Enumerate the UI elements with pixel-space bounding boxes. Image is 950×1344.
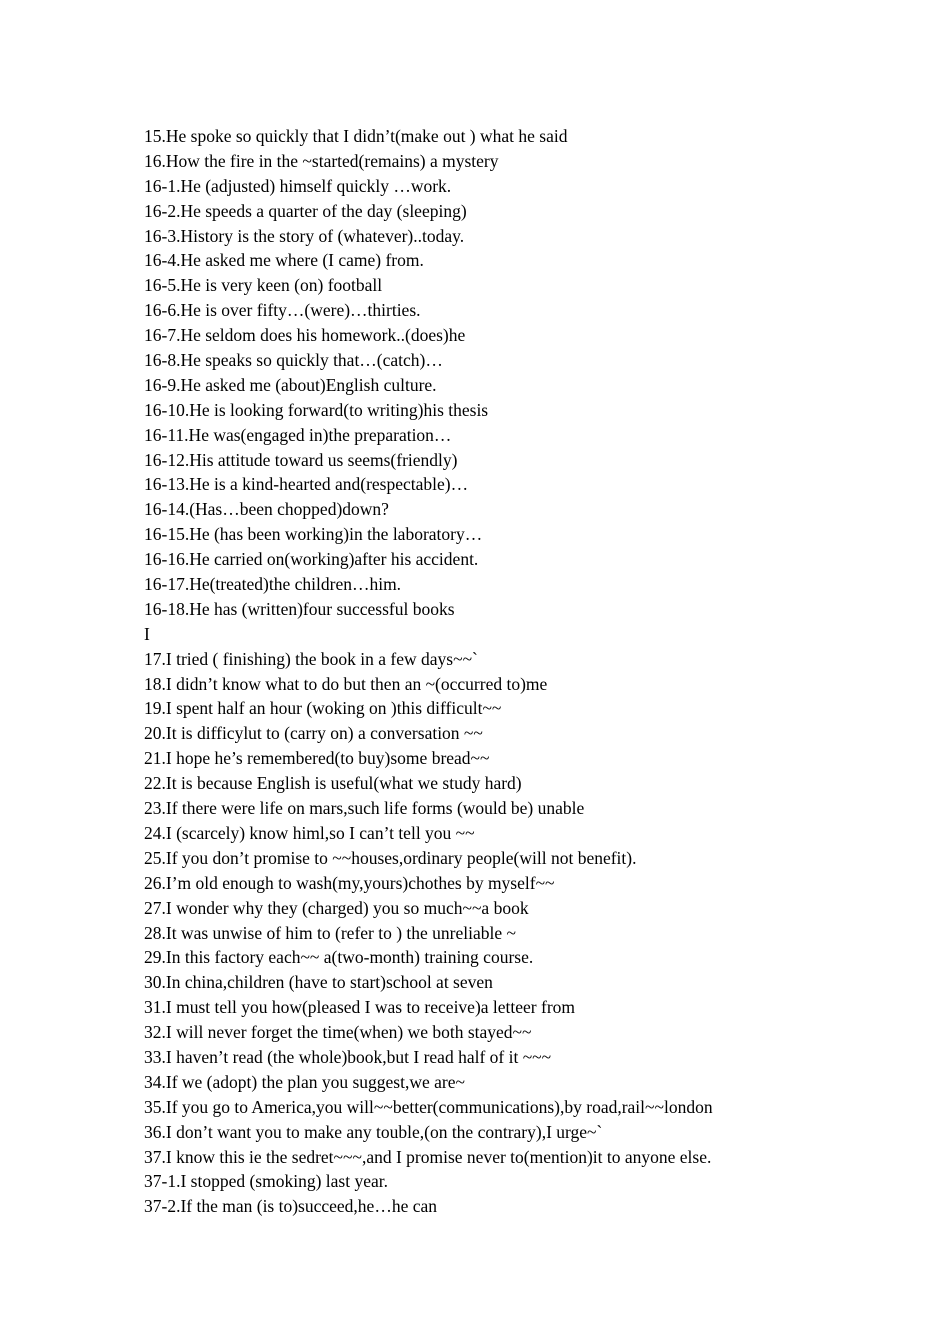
text-line: 21.I hope he’s remembered(to buy)some bread~~ (144, 748, 490, 769)
text-line: 22.It is because English is useful(what we study hard) (144, 773, 522, 794)
text-line: 16-2.He speeds a quarter of the day (sleeping) (144, 200, 467, 221)
text-line: 16-6.He is over fifty…(were)…thirties. (144, 300, 421, 321)
text-line: 23.If there were life on mars,such life forms (would be) unable (144, 798, 585, 819)
text-line: 16-10.He is looking forward(to writing)his thesis (144, 399, 489, 420)
text-line: 16-14.(Has…been chopped)down? (144, 499, 389, 520)
document-body (144, 124, 924, 1219)
text-line: 16-18.He has (written)four successful books (144, 598, 455, 619)
text-line: 34.If we (adopt) the plan you suggest,we are~ (144, 1071, 465, 1092)
text-line: 29.In this factory each~~ a(two-month) training course. (144, 947, 534, 968)
text-line: 16-9.He asked me (about)English culture. (144, 374, 437, 395)
text-line: 16-3.History is the story of (whatever)..today. (144, 225, 465, 246)
text-line: 24.I (scarcely) know himl,so I can’t tell you ~~ (144, 822, 475, 843)
text-line: 16-11.He was(engaged in)the preparation… (144, 424, 452, 445)
text-line: 37.I know this ie the sedret~~~,and I promise never to(mention)it to anyone else. (144, 1146, 712, 1167)
text-line: 37-1.I stopped (smoking) last year. (144, 1171, 388, 1192)
text-line: 17.I tried ( finishing) the book in a few days~~` (144, 648, 478, 669)
text-line: 28.It was unwise of him to (refer to ) the unreliable ~ (144, 922, 516, 943)
text-line: 33.I haven’t read (the whole)book,but I read half of it ~~~ (144, 1046, 552, 1067)
text-line: 16-1.He (adjusted) himself quickly …work. (144, 175, 452, 196)
text-line: 19.I spent half an hour (woking on )this difficult~~ (144, 698, 502, 719)
text-line: 36.I don’t want you to make any touble,(on the contrary),I urge~` (144, 1121, 603, 1142)
text-line: 16-16.He carried on(working)after his accident. (144, 549, 479, 570)
text-line: 27.I wonder why they (charged) you so much~~a book (144, 897, 529, 918)
text-line: 16-13.He is a kind-hearted and(respectable)… (144, 474, 469, 495)
text-line: 20.It is difficylut to (carry on) a conversation ~~ (144, 723, 483, 744)
text-line: 32.I will never forget the time(when) we both stayed~~ (144, 1022, 532, 1043)
text-line: 16.How the fire in the ~started(remains) a mystery (144, 150, 499, 171)
text-line: 16-12.His attitude toward us seems(friendly) (144, 449, 458, 470)
text-line: 16-17.He(treated)the children…him. (144, 574, 402, 595)
text-line: 37-2.If the man (is to)succeed,he…he can (144, 1196, 438, 1217)
text-line: 26.I’m old enough to wash(my,yours)chothes by myself~~ (144, 872, 555, 893)
text-line: 16-4.He asked me where (I came) from. (144, 250, 424, 271)
text-line: 35.If you go to America,you will~~better(communications),by road,rail~~london (144, 1096, 713, 1117)
text-line: 16-8.He speaks so quickly that…(catch)… (144, 350, 443, 371)
text-line: I (144, 623, 150, 644)
text-line: 18.I didn’t know what to do but then an ~(occurred to)me (144, 673, 548, 694)
text-line: 16-15.He (has been working)in the laboratory… (144, 524, 483, 545)
text-line: 16-5.He is very keen (on) football (144, 275, 383, 296)
text-line: 30.In china,children (have to start)school at seven (144, 972, 493, 993)
text-line: 15.He spoke so quickly that I didn’t(make out ) what he said (144, 126, 568, 146)
text-line: 31.I must tell you how(pleased I was to receive)a letteer from (144, 997, 576, 1018)
text-line: 25.If you don’t promise to ~~houses,ordinary people(will not benefit). (144, 847, 637, 868)
text-line: 16-7.He seldom does his homework..(does)he (144, 325, 466, 346)
